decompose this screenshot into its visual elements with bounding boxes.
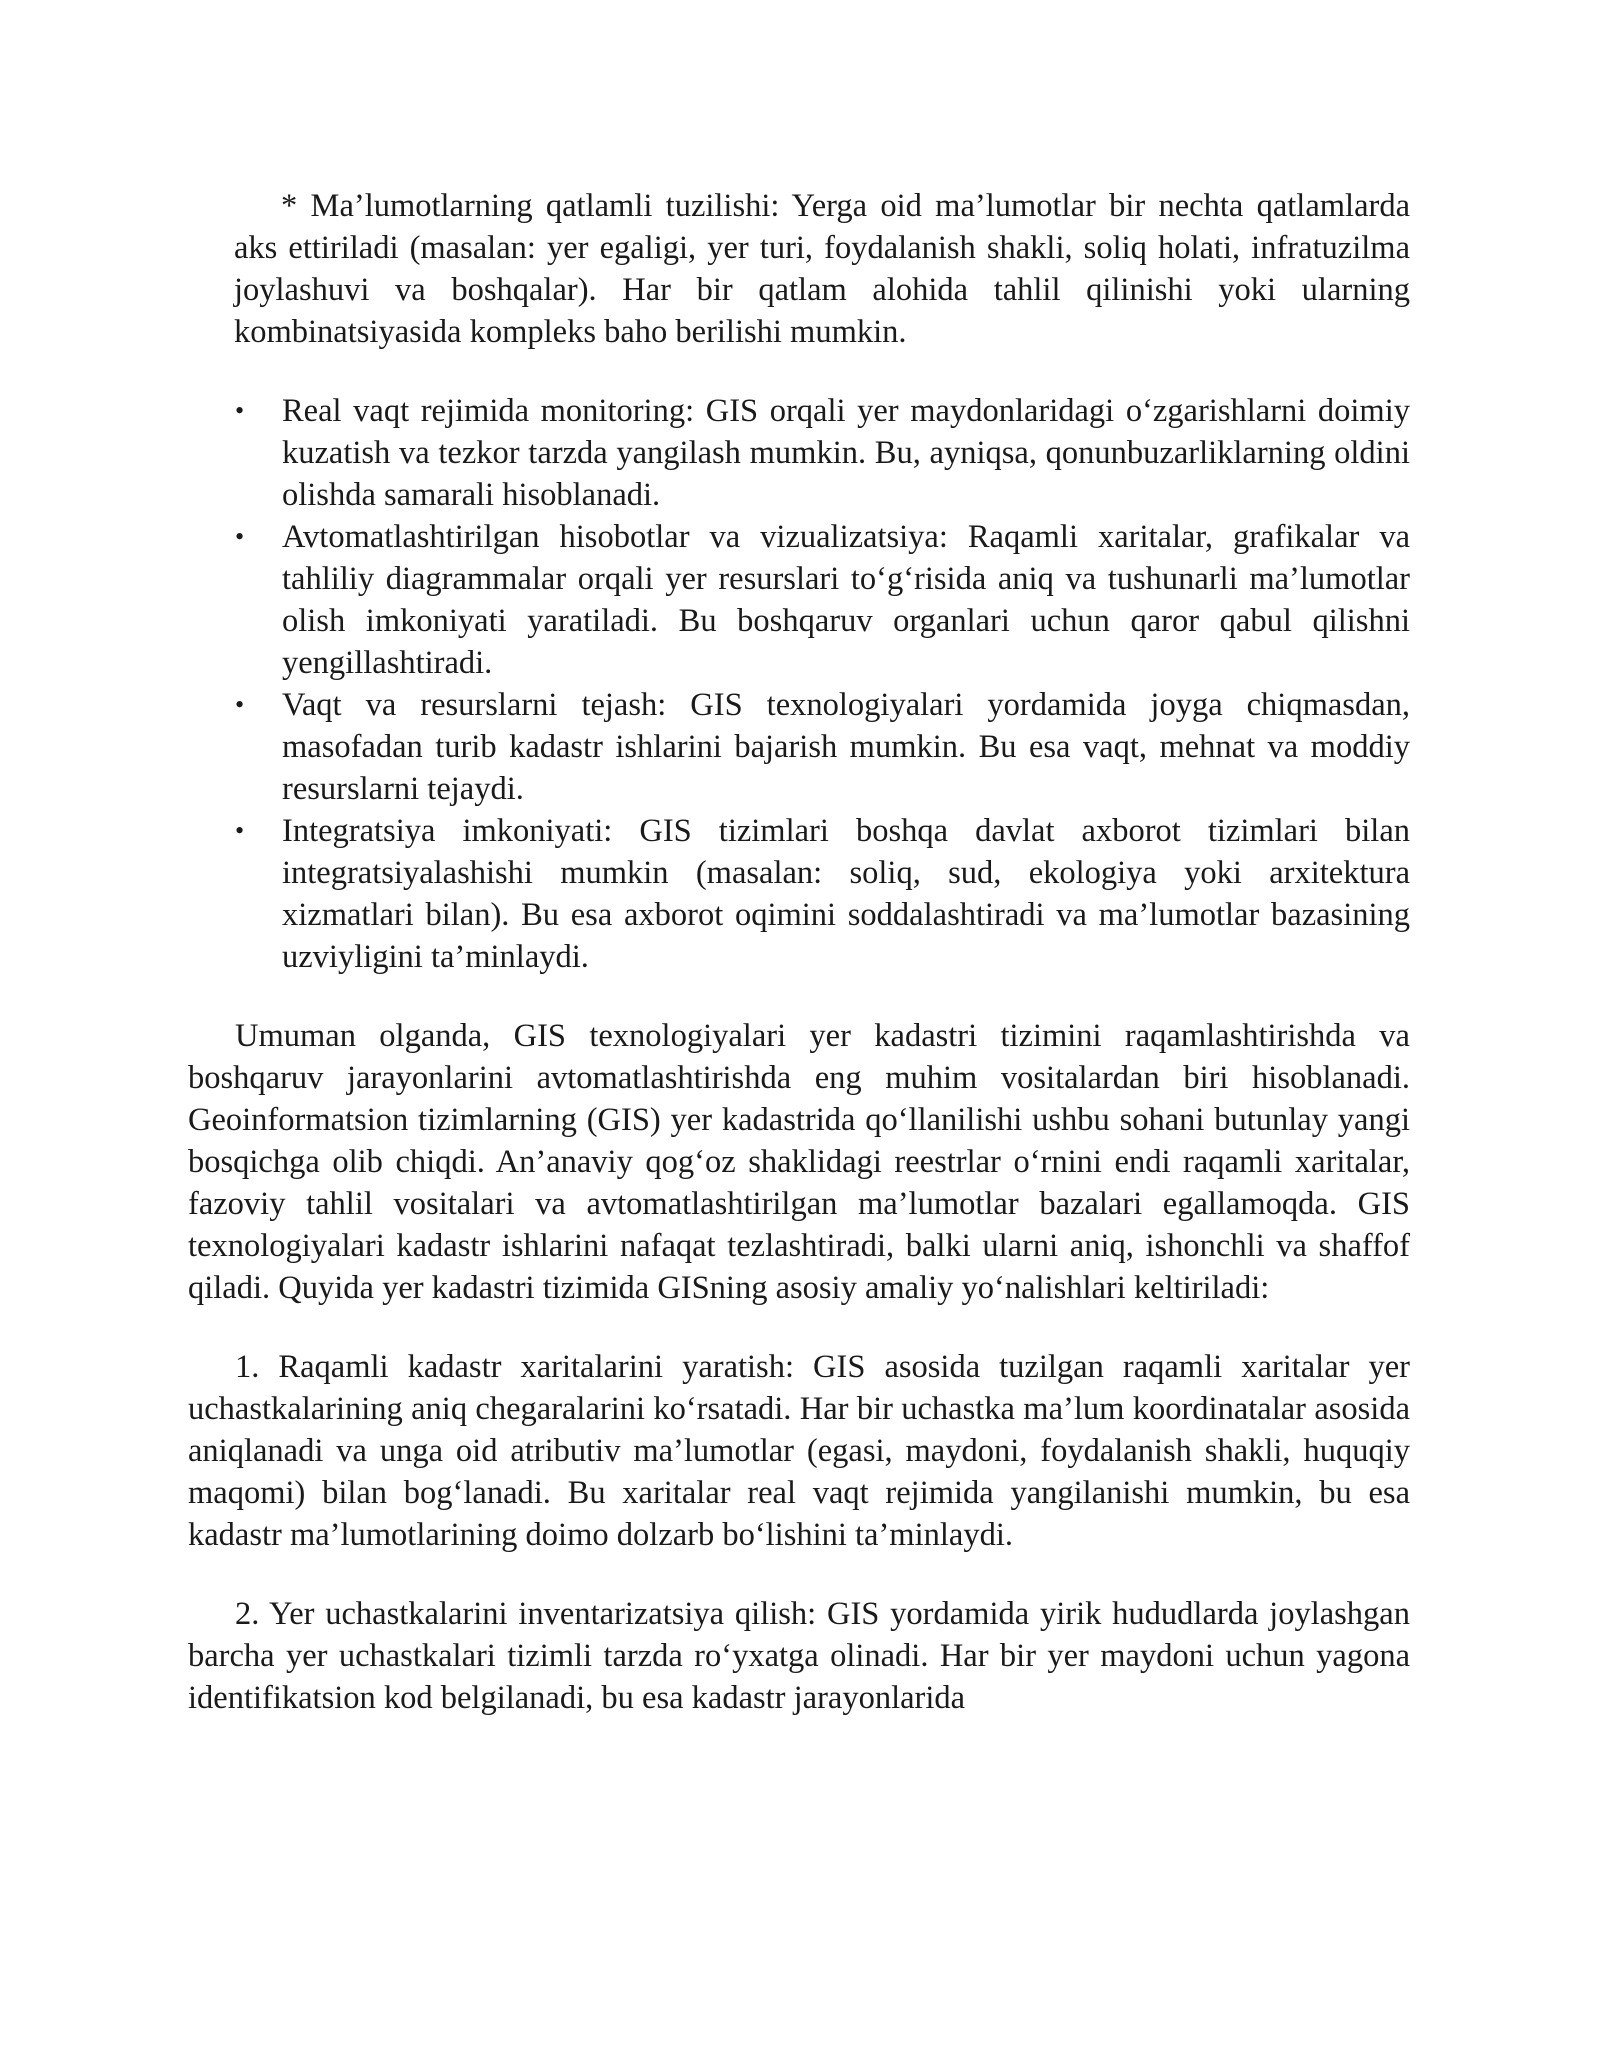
list-item: • Real vaqt rejimida monitoring: GIS orqali yer maydonlaridagi o‘zgarishlarni doimiy kuzatish va tezkor tarzda yangilash mumkin. Bu, ayniqsa, qonunbuzarliklarning oldini olishda samarali hisoblanadi.: [282, 390, 1410, 516]
list-item: • Integratsiya imkoniyati: GIS tizimlari boshqa davlat axborot tizimlari bilan integratsiyalashishi mumkin (masalan: soliq, sud, ekologiya yoki arxitektura xizmatlari bilan). Bu esa axborot oqimini soddalashtiradi va ma’lumotlar bazasining uzviyligini ta’minlaydi.: [282, 810, 1410, 978]
numbered-item-2: 2. Yer uchastkalarini inventarizatsiya qilish: GIS yordamida yirik hududlarda joylashgan barcha yer uchastkalari tizimli tarzda ro‘yxatga olinadi. Har bir yer maydoni uchun yagona identifikatsion kod belgilanadi, bu esa kadastr jarayonlarida: [188, 1596, 1410, 1716]
document-page: [188, 185, 1410, 1719]
intro-paragraph: * Ma’lumotlarning qatlamli tuzilishi: Yerga oid ma’lumotlar bir nechta qatlamlarda aks ettiriladi (masalan: yer egaligi, yer turi, foydalanish shakli, soliq holati, infratuzilma joylashuvi va boshqalar). Har bir qatlam alohida tahlil qilinishi yoki ularning kombinatsiyasida kompleks baho berilishi mumkin.: [234, 188, 1410, 350]
numbered-item-1: 1. Raqamli kadastr xaritalarini yaratish: GIS asosida tuzilgan raqamli xaritalar yer uchastkalarining aniq chegaralarini ko‘rsatadi. Har bir uchastka ma’lum koordinatalar asosida aniqlanadi va unga oid atributiv ma’lumotlar (egasi, maydoni, foydalanish shakli, huquqiy maqomi) bilan bog‘lanadi. Bu xaritalar real vaqt rejimida yangilanishi mumkin, bu esa kadastr ma’lumotlarining doimo dolzarb bo‘lishini ta’minlaydi.: [188, 1349, 1410, 1553]
bullet-list: [188, 390, 1410, 978]
list-item: • Avtomatlashtirilgan hisobotlar va vizualizatsiya: Raqamli xaritalar, grafikalar va tahliliy diagrammalar orqali yer resurslari to‘g‘risida aniq va tushunarli ma’lumotlar olish imkoniyati yaratiladi. Bu boshqaruv organlari uchun qaror qabul qilishni yengillashtiradi.: [282, 516, 1410, 684]
list-item: • Vaqt va resurslarni tejash: GIS texnologiyalari yordamida joyga chiqmasdan, masofadan turib kadastr ishlarini bajarish mumkin. Bu esa vaqt, mehnat va moddiy resurslarni tejaydi.: [282, 684, 1410, 810]
summary-paragraph: Umuman olganda, GIS texnologiyalari yer kadastri tizimini raqamlashtirishda va boshqaruv jarayonlarini avtomatlashtirishda eng muhim vositalardan biri hisoblanadi. Geoinformatsion tizimlarning (GIS) yer kadastrida qo‘llanilishi ushbu sohani butunlay yangi bosqichga olib chiqdi. An’anaviy qog‘oz shaklidagi reestrlar o‘rnini endi raqamli xaritalar, fazoviy tahlil vositalari va avtomatlashtirilgan ma’lumotlar bazalari egallamoqda. GIS texnologiyalari kadastr ishlarini nafaqat tezlashtiradi, balki ularni aniq, ishonchli va shaffof qiladi. Quyida yer kadastri tizimida GISning asosiy amaliy yo‘nalishlari keltiriladi:: [188, 1018, 1410, 1306]
